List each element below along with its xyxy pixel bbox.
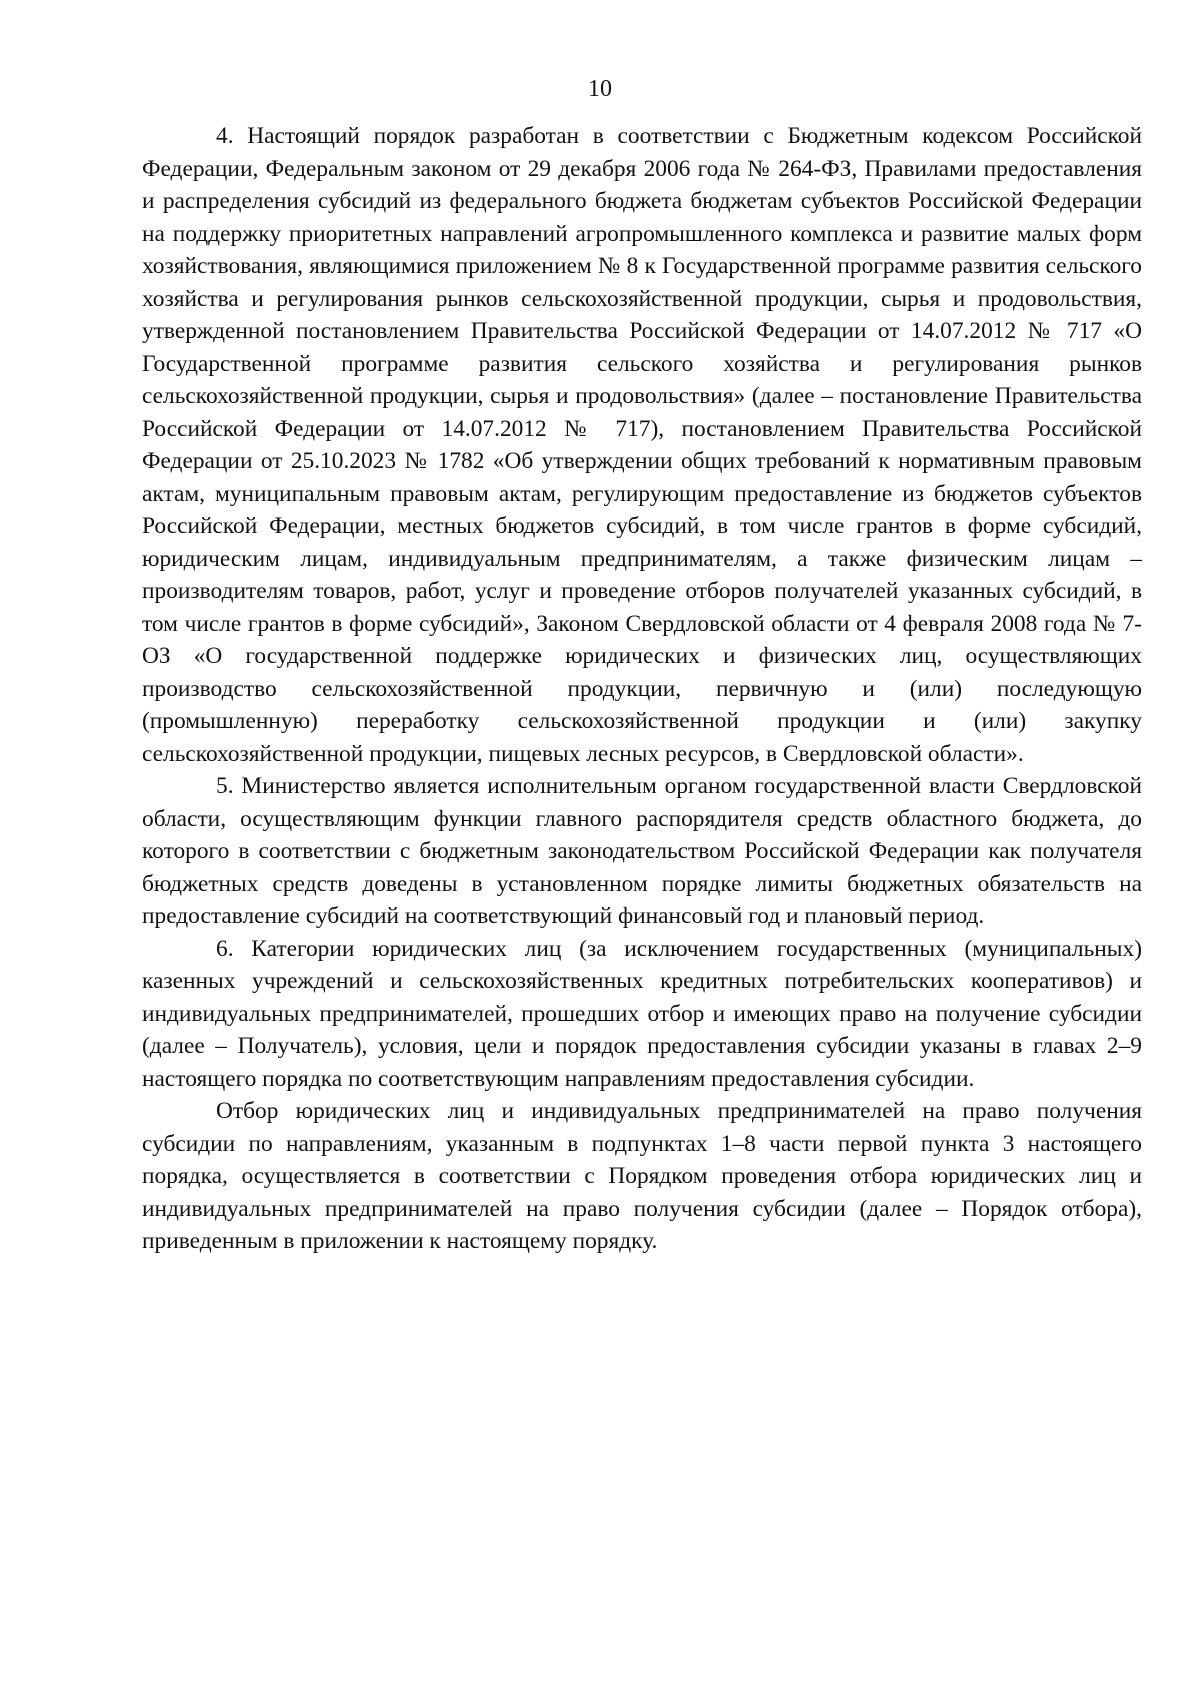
document-body [142, 120, 1142, 1258]
paragraph-6: 6. Категории юридических лиц (за исключением государственных (муниципальных) казенных учреждений и сельскохозяйственных кредитных потребительских кооперативов) и индивидуальных предпринимателей, прошедших отбор и имеющих право на получение субсидии (далее – Получатель), условия, цели и порядок предоставления субсидии указаны в главах 2–9 настоящего порядка по соответствующим направлениям предоставления субсидии. [142, 935, 1142, 1092]
paragraph-5: 5. Министерство является исполнительным органом государственной власти Свердловской области, осуществляющим функции главного распорядителя средств областного бюджета, до которого в соответствии с бюджетным законодательством Российской Федерации как получателя бюджетных средств доведены в установленном порядке лимиты бюджетных обязательств на предоставление субсидий на соответствующий финансовый год и плановый период. [142, 773, 1142, 929]
page-number: 10 [588, 76, 612, 102]
paragraph-selection: Отбор юридических лиц и индивидуальных предпринимателей на право получения субсидии по направлениям, указанным в подпунктах 1–8 части первой пункта 3 настоящего порядка, осуществляется в соответствии с Порядком проведения отбора юридических лиц и индивидуальных предпринимателей на право получения субсидии (далее – Порядок отбора), приведенным в приложении к настоящему порядку. [142, 1098, 1142, 1254]
paragraph-4: 4. Настоящий порядок разработан в соответствии с Бюджетным кодексом Российской Федерации, Федеральным законом от 29 декабря 2006 года № 264-ФЗ, Правилами предоставления и распределения субсидий из федерального бюджета бюджетам субъектов Российской Федерации на поддержку приоритетных направлений агропромышленного комплекса и развитие малых форм хозяйствования, являющимися приложением № 8 к Государственной программе развития сельского хозяйства и регулирования рынков сельскохозяйственной продукции, сырья и продовольствия, утвержденной постановлением Правительства Российской Федерации от 14.07.2012 № 717 «О Государственной программе развития сельского хозяйства и регулирования рынков сельскохозяйственной продукции, сырья и продовольствия» (далее – постановление Правительства Российской Федерации от 14.07.2012 № 717), постановлением Правительства Российской Федерации от 25.10.2023 № 1782 «Об утверждении общих требований к нормативным правовым актам, муниципальным правовым актам, регулирующим предоставление из бюджетов субъектов Российской Федерации, местных бюджетов субсидий, в том числе грантов в форме субсидий, юридическим лицам, индивидуальным предпринимателям, а также физическим лицам – производителям товаров, работ, услуг и проведение отборов получателей указанных субсидий, в том числе грантов в форме субсидий», Законом Свердловской области от 4 февраля 2008 года № 7-ОЗ «О государственной поддержке юридических и физических лиц, осуществляющих производство сельскохозяйственной продукции, первичную и (или) последующую (промышленную) переработку сельскохозяйственной продукции и (или) закупку сельскохозяйственной продукции, пищевых лесных ресурсов, в Свердловской области». [142, 123, 1142, 767]
